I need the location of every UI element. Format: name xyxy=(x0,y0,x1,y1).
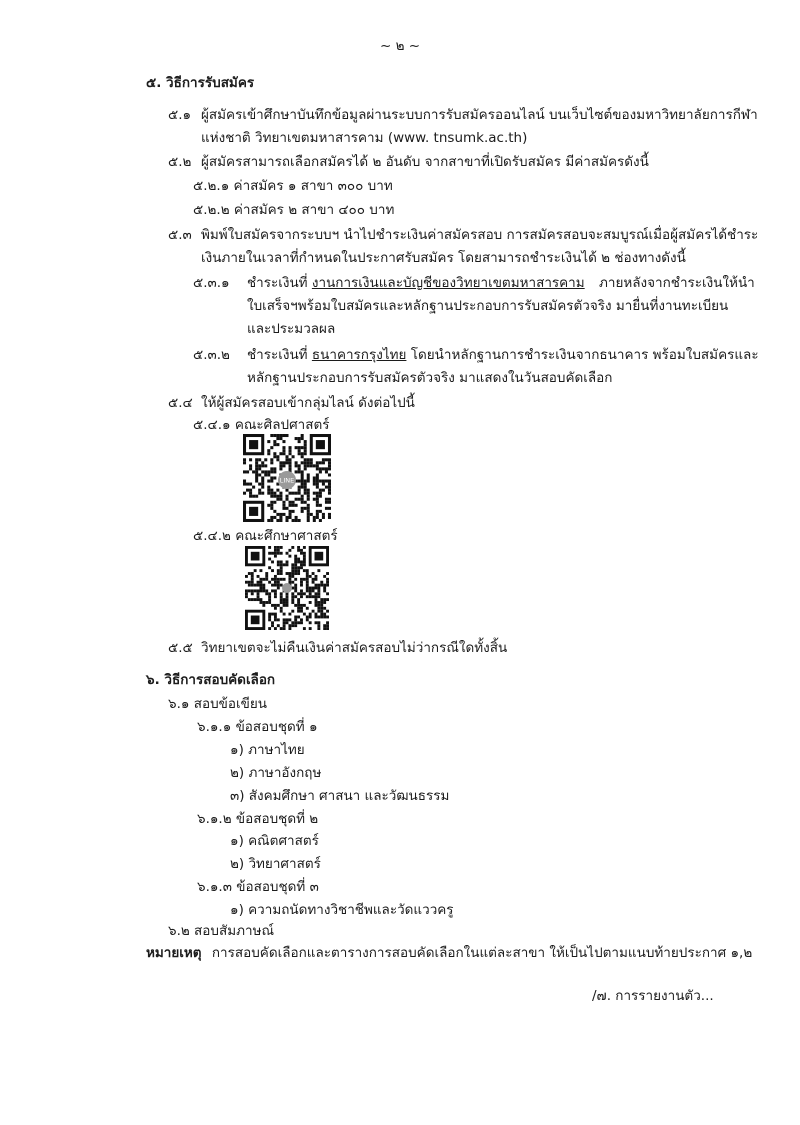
item-5-5-text: วิทยาเขตจะไม่คืนเงินค่าสมัครสอบไม่ว่ากรณีใดทั้งสิ้น xyxy=(201,640,508,656)
item-5-3-2-number: ๕.๓.๒ xyxy=(193,347,230,363)
item-5-3-line-2: เงินภายในเวลาที่กำหนดในประกาศรับสมัคร โดยสามารถชำระเงินได้ ๒ ช่องทางดังนี้ xyxy=(201,250,686,266)
item-5-3-2-prefix: ชำระเงินที่ xyxy=(247,347,308,363)
item-5-3-1-prefix: ชำระเงินที่ xyxy=(247,275,308,291)
item-5-3-2-line-1 xyxy=(247,346,759,364)
item-6-1: ๖.๑ สอบข้อเขียน xyxy=(168,696,267,712)
note xyxy=(146,944,752,962)
continuation-footer: /๗. การรายงานตัว... xyxy=(592,988,714,1004)
item-5-3-2-suffix: โดยนำหลักฐานการชำระเงินจากธนาคาร พร้อมใบสมัครและ xyxy=(410,347,759,363)
item-6-2: ๖.๒ สอบสัมภาษณ์ xyxy=(168,923,275,939)
item-6-1-1: ๖.๑.๑ ข้อสอบชุดที่ ๑ xyxy=(197,719,318,735)
qr-code-liberal-arts[interactable] xyxy=(243,434,331,522)
item-5-4-number: ๕.๔ xyxy=(168,395,193,411)
item-6-1-1-b: ๒) ภาษาอังกฤษ xyxy=(230,765,322,781)
item-5-3-1-suffix: ภายหลังจากชำระเงินให้นำ xyxy=(598,275,755,291)
item-5-3-line-1: พิมพ์ใบสมัครจากระบบฯ นำไปชำระเงินค่าสมัครสอบ การสมัครสอบจะสมบูรณ์เมื่อผู้สมัครได้ชำระ xyxy=(201,227,759,243)
item-6-1-2-b: ๒) วิทยาศาสตร์ xyxy=(230,856,321,872)
item-5-1-number: ๕.๑ xyxy=(168,107,192,123)
item-6-1-2: ๖.๑.๒ ข้อสอบชุดที่ ๒ xyxy=(197,811,319,827)
item-5-3-1-number: ๕.๓.๑ xyxy=(193,275,230,291)
item-5-1-line-1: ผู้สมัครเข้าศึกษาบันทึกข้อมูลผ่านระบบการรับสมัครออนไลน์ บนเว็บไซต์ของมหาวิทยาลัยการกีฬา xyxy=(201,107,758,123)
item-6-1-1-c: ๓) สังคมศึกษา ศาสนา และวัฒนธรรม xyxy=(230,788,450,804)
item-5-1-line-2: แห่งชาติ วิทยาเขตมหาสารคาม (www. tnsumk.ac.th) xyxy=(201,130,528,146)
item-6-1-1-a: ๑) ภาษาไทย xyxy=(230,742,305,758)
item-5-2-2: ๕.๒.๒ ค่าสมัคร ๒ สาขา ๔๐๐ บาท xyxy=(193,202,395,218)
item-5-3-2-line-2: หลักฐานประกอบการรับสมัครตัวจริง มาแสดงในวันสอบคัดเลือก xyxy=(247,370,613,386)
item-5-4-text: ให้ผู้สมัครสอบเข้ากลุ่มไลน์ ดังต่อไปนี้ xyxy=(201,395,415,411)
page-number: ~ ๒ ~ xyxy=(380,38,421,54)
item-5-2-text: ผู้สมัครสามารถเลือกสมัครได้ ๒ อันดับ จากสาขาที่เปิดรับสมัคร มีค่าสมัครดังนี้ xyxy=(201,154,649,170)
note-text: การสอบคัดเลือกและตารางการสอบคัดเลือกในแต่ละสาขา ให้เป็นไปตามแนบท้ายประกาศ ๑,๒ xyxy=(211,945,753,961)
item-5-3-1-line-2: ใบเสร็จฯพร้อมใบสมัครและหลักฐานประกอบการรับสมัครตัวจริง มายื่นที่งานทะเบียน xyxy=(247,298,729,314)
line-logo-icon: LINE xyxy=(279,476,295,485)
item-5-3-1-line-1 xyxy=(247,274,755,292)
item-6-1-3: ๖.๑.๓ ข้อสอบชุดที่ ๓ xyxy=(197,879,319,895)
item-6-1-2-a: ๑) คณิตศาสตร์ xyxy=(230,833,319,849)
line-logo-icon xyxy=(282,583,292,593)
item-5-4-1: ๕.๔.๑ คณะศิลปศาสตร์ xyxy=(193,417,330,433)
item-6-1-3-a: ๑) ความถนัดทางวิชาชีพและวัดแววครู xyxy=(230,902,454,918)
item-5-3-1-finance-office: งานการเงินและบัญชีของวิทยาเขตมหาสารคาม xyxy=(311,275,585,291)
item-5-4-2: ๕.๔.๒ คณะศึกษาศาสตร์ xyxy=(193,528,338,544)
section-6-heading: ๖. วิธีการสอบคัดเลือก xyxy=(146,672,276,688)
item-5-3-2-bank: ธนาคารกรุงไทย xyxy=(311,347,407,363)
section-5-heading: ๕. วิธีการรับสมัคร xyxy=(146,75,255,91)
note-label: หมายเหตุ xyxy=(146,945,202,961)
item-5-2-1: ๕.๒.๑ ค่าสมัคร ๑ สาขา ๓๐๐ บาท xyxy=(193,178,393,194)
item-5-2-number: ๕.๒ xyxy=(168,154,192,170)
item-5-3-number: ๕.๓ xyxy=(168,227,192,243)
item-5-5-number: ๕.๕ xyxy=(168,640,193,656)
qr-code-education[interactable] xyxy=(245,546,329,630)
item-5-3-1-line-3: และประมวลผล xyxy=(247,321,336,337)
